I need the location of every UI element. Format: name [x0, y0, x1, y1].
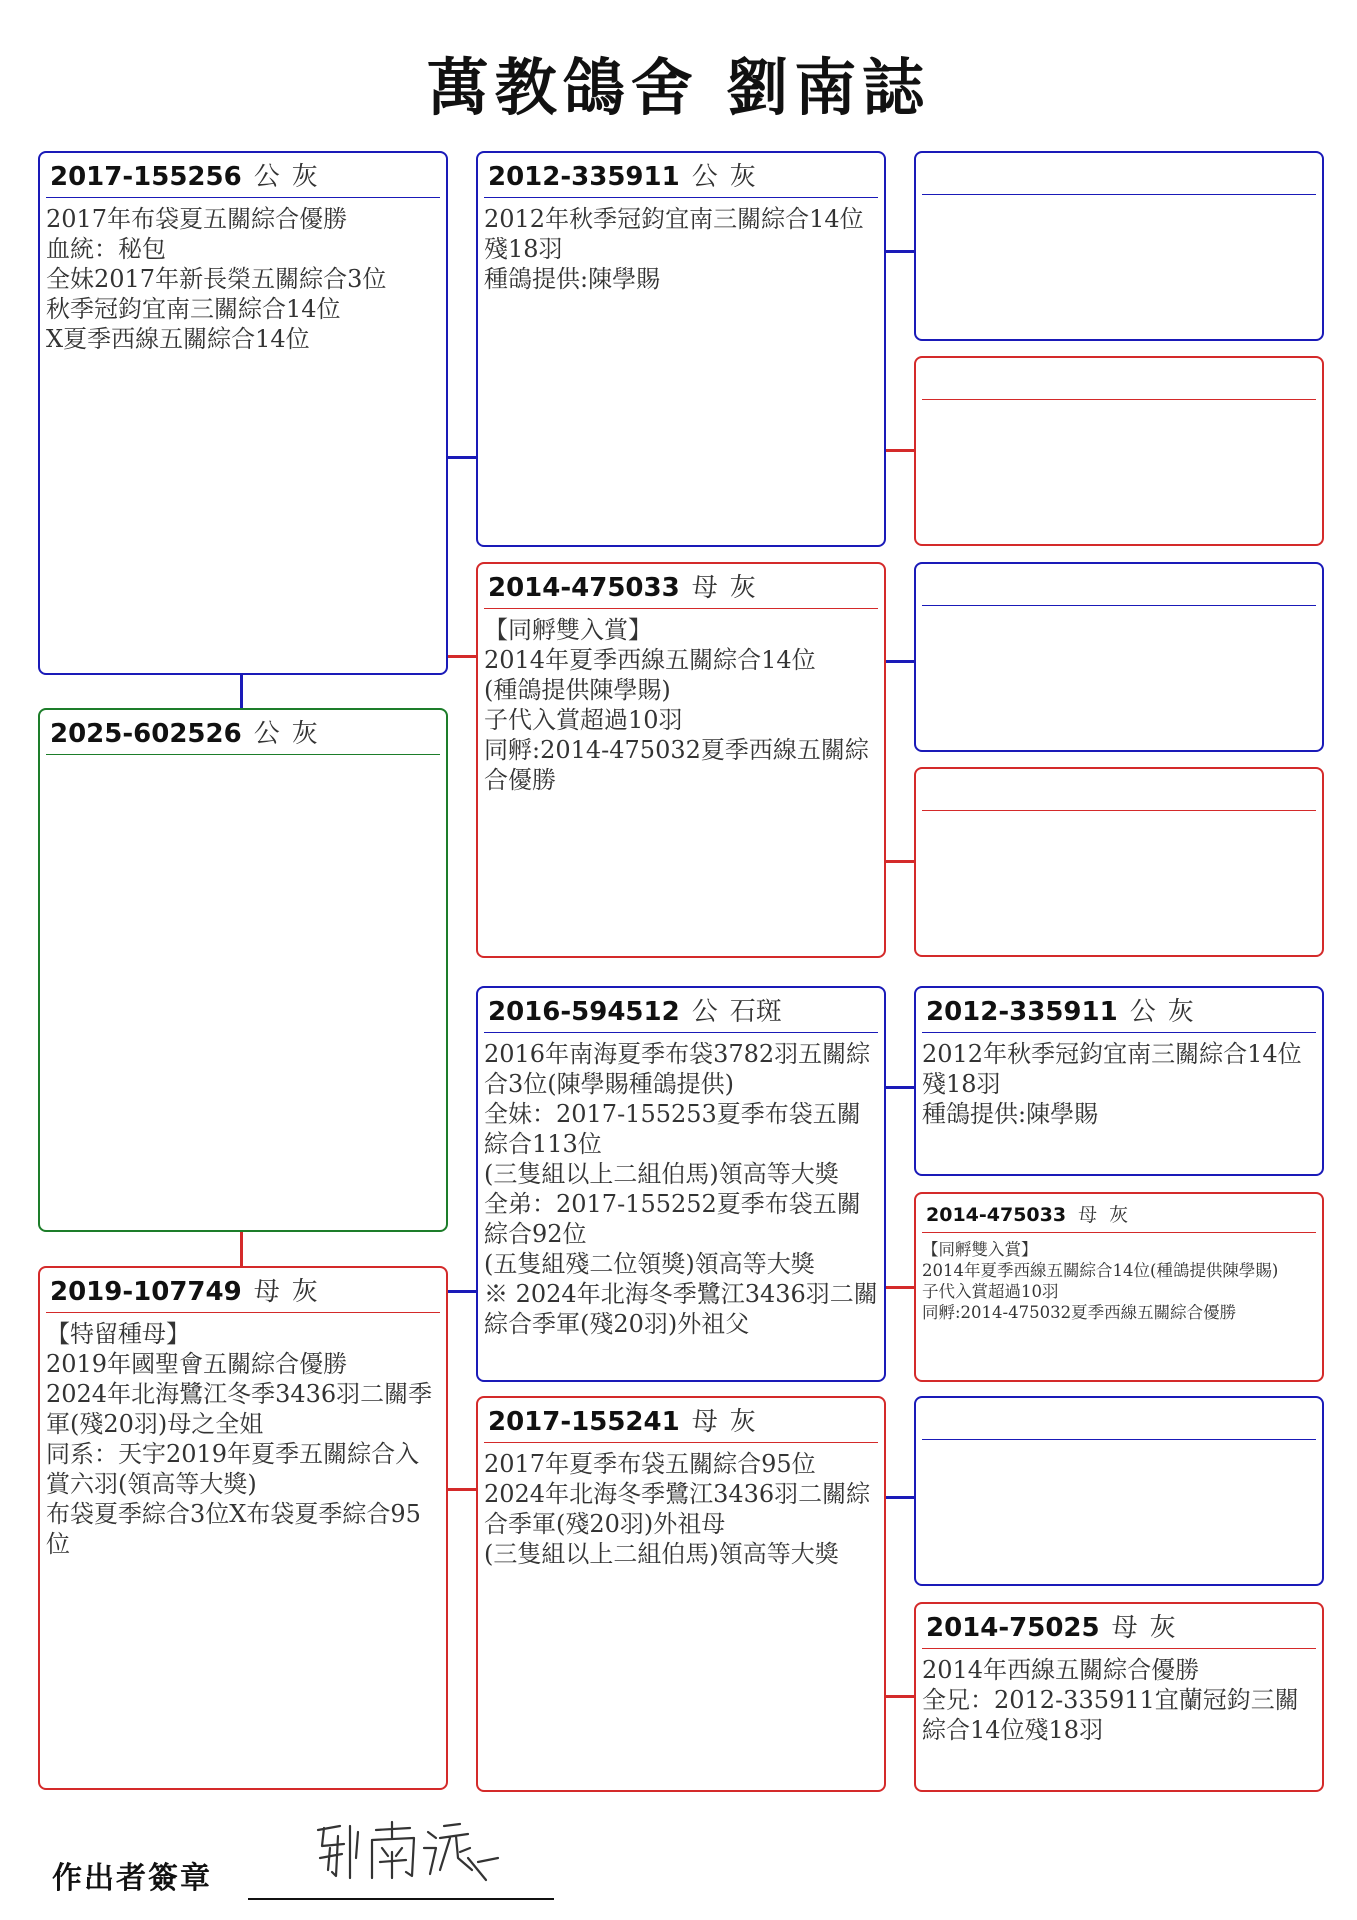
sire-dam-notes — [478, 609, 884, 795]
note-line: 血統：秘包 — [46, 235, 166, 263]
ring-number: 2014-475033 — [488, 573, 680, 603]
sire-notes — [40, 198, 446, 354]
note-line: 子代入賞超過10羽 — [922, 1282, 1059, 1301]
subject-header — [46, 716, 440, 755]
note-line: (種鴿提供陳學賜) — [484, 676, 671, 704]
connector — [884, 1286, 916, 1289]
ring-number: 2012-335911 — [926, 997, 1118, 1027]
connector — [884, 449, 916, 452]
ring-number: 2017-155241 — [488, 1407, 680, 1437]
sire-header — [46, 159, 440, 198]
dam-dam-dam-card — [914, 1602, 1324, 1792]
dam-dam-dam-notes — [916, 1649, 1322, 1745]
note-line: 2019年國聖會五關綜合優勝 — [46, 1350, 348, 1378]
note-line: 全兄：2012-335911宜蘭冠鈞三關綜合14位殘18羽 — [922, 1686, 1299, 1744]
dam-sire-dam-header — [922, 1200, 1316, 1233]
note-line: 2014年夏季西線五關綜合14位 — [484, 646, 816, 674]
note-line: 2017年布袋夏五關綜合優勝 — [46, 205, 348, 233]
note-line: (三隻組以上二組伯馬)領高等大獎 — [484, 1160, 839, 1188]
dam-sire-dam-card — [914, 1192, 1324, 1382]
connector — [884, 660, 916, 663]
note-line: 2016年南海夏季布袋3782羽五關綜合3位(陳學賜種鴿提供) — [484, 1040, 871, 1098]
feather-color: 灰 — [729, 573, 756, 603]
empty-header-rule — [922, 604, 1316, 606]
dam-dam-dam-header — [922, 1610, 1316, 1649]
sire-dam-card — [476, 562, 886, 958]
sire-sire-header — [484, 159, 878, 198]
dam-sire-header — [484, 994, 878, 1033]
note-line: 2012年秋季冠鈞宜南三關綜合14位殘18羽 — [484, 205, 864, 263]
note-line: (三隻組以上二組伯馬)領高等大獎 — [484, 1540, 839, 1568]
dam-dam-header — [484, 1404, 878, 1443]
feather-color: 灰 — [291, 719, 318, 749]
note-line: 全妹：2017-155253夏季布袋五關綜合113位 — [484, 1100, 861, 1158]
sex: 母 — [1111, 1613, 1138, 1643]
feather-color: 灰 — [291, 162, 318, 192]
connector — [884, 1695, 916, 1698]
note-line: 秋季冠鈞宜南三關綜合14位 — [46, 295, 341, 323]
empty-ancestor-card — [914, 1396, 1324, 1586]
empty-ancestor-card — [914, 151, 1324, 341]
empty-ancestor-card — [914, 767, 1324, 957]
note-line: ※ 2024年北海冬季鷺江3436羽二關綜合季軍(殘20羽)外祖父 — [484, 1280, 878, 1338]
note-line: 2012年秋季冠鈞宜南三關綜合14位殘18羽 — [922, 1040, 1302, 1098]
sex: 母 — [691, 1407, 718, 1437]
empty-header-rule — [922, 398, 1316, 400]
note-line: 子代入賞超過10羽 — [484, 706, 683, 734]
note-line: (五隻組殘二位領獎)領高等大獎 — [484, 1250, 815, 1278]
note-line: 2024年北海冬季鷺江3436羽二關綜合季軍(殘20羽)外祖母 — [484, 1480, 871, 1538]
connector — [240, 673, 243, 710]
dam-sire-sire-header — [922, 994, 1316, 1033]
note-line: 同孵:2014-475032夏季西線五關綜合優勝 — [922, 1303, 1237, 1322]
ring-number: 2014-475033 — [926, 1204, 1067, 1226]
note-line: 全弟：2017-155252夏季布袋五關綜合92位 — [484, 1190, 861, 1248]
note-line: 布袋夏季綜合3位X布袋夏季綜合95位 — [46, 1500, 421, 1558]
connector — [446, 1488, 478, 1491]
empty-header-rule — [922, 1438, 1316, 1440]
sex: 公 — [691, 162, 718, 192]
dam-sire-dam-notes — [916, 1233, 1322, 1323]
dam-dam-notes — [478, 1443, 884, 1569]
signature-line — [248, 1898, 554, 1900]
sex: 公 — [691, 997, 718, 1027]
ring-number: 2017-155256 — [50, 162, 242, 192]
sex: 公 — [253, 719, 280, 749]
note-line: 2014年夏季西線五關綜合14位(種鴿提供陳學賜) — [922, 1261, 1279, 1280]
note-line: 種鴿提供:陳學賜 — [484, 265, 661, 293]
handwritten-signature — [310, 1818, 510, 1888]
empty-header-rule — [922, 193, 1316, 195]
feather-color: 石斑 — [729, 997, 782, 1027]
feather-color: 灰 — [1109, 1204, 1129, 1226]
note-line: 2014年西線五關綜合優勝 — [922, 1656, 1200, 1684]
dam-card — [38, 1266, 448, 1790]
sex: 母 — [1078, 1204, 1098, 1226]
connector — [884, 1086, 916, 1089]
dam-header — [46, 1274, 440, 1313]
ring-number: 2014-75025 — [926, 1613, 1100, 1643]
dam-sire-card — [476, 986, 886, 1382]
connector — [240, 1230, 243, 1268]
connector — [884, 1496, 916, 1499]
feather-color: 灰 — [1167, 997, 1194, 1027]
connector — [884, 860, 916, 863]
dam-dam-card — [476, 1396, 886, 1792]
dam-sire-sire-notes — [916, 1033, 1322, 1129]
note-line: 種鴿提供:陳學賜 — [922, 1100, 1099, 1128]
dam-sire-notes — [478, 1033, 884, 1339]
subject-card — [38, 708, 448, 1232]
sex: 母 — [253, 1277, 280, 1307]
empty-header-rule — [922, 809, 1316, 811]
note-line: 2017年夏季布袋五關綜合95位 — [484, 1450, 816, 1478]
signature-label: 作出者簽章 — [52, 1861, 212, 1896]
note-line: 【同孵雙入賞】 — [484, 616, 652, 644]
ring-number: 2016-594512 — [488, 997, 680, 1027]
dam-notes — [40, 1313, 446, 1559]
empty-ancestor-card — [914, 356, 1324, 546]
sire-sire-notes — [478, 198, 884, 294]
sex: 公 — [1129, 997, 1156, 1027]
connector — [446, 1290, 478, 1293]
empty-ancestor-card — [914, 562, 1324, 752]
connector — [884, 250, 916, 253]
note-line: 同孵:2014-475032夏季西線五關綜合優勝 — [484, 736, 869, 794]
feather-color: 灰 — [1149, 1613, 1176, 1643]
note-line: 2024年北海鷺江冬季3436羽二關季軍(殘20羽)母之全姐 — [46, 1380, 433, 1438]
sex: 母 — [691, 573, 718, 603]
note-line: 全妹2017年新長榮五關綜合3位 — [46, 265, 387, 293]
sire-sire-card — [476, 151, 886, 547]
note-line: 同系：天宇2019年夏季五關綜合入賞六羽(領高等大獎) — [46, 1440, 420, 1498]
note-line: 【同孵雙入賞】 — [922, 1240, 1038, 1259]
ring-number: 2012-335911 — [488, 162, 680, 192]
feather-color: 灰 — [291, 1277, 318, 1307]
connector — [446, 456, 478, 459]
ring-number: 2025-602526 — [50, 719, 242, 749]
feather-color: 灰 — [729, 162, 756, 192]
ring-number: 2019-107749 — [50, 1277, 242, 1307]
sire-card — [38, 151, 448, 675]
note-line: X夏季西線五關綜合14位 — [46, 325, 310, 353]
page-title: 萬教鴿舍 劉南誌 — [426, 51, 931, 124]
feather-color: 灰 — [729, 1407, 756, 1437]
sex: 公 — [253, 162, 280, 192]
note-line: 【特留種母】 — [46, 1320, 190, 1348]
sire-dam-header — [484, 570, 878, 609]
connector — [446, 655, 478, 658]
dam-sire-sire-card — [914, 986, 1324, 1176]
